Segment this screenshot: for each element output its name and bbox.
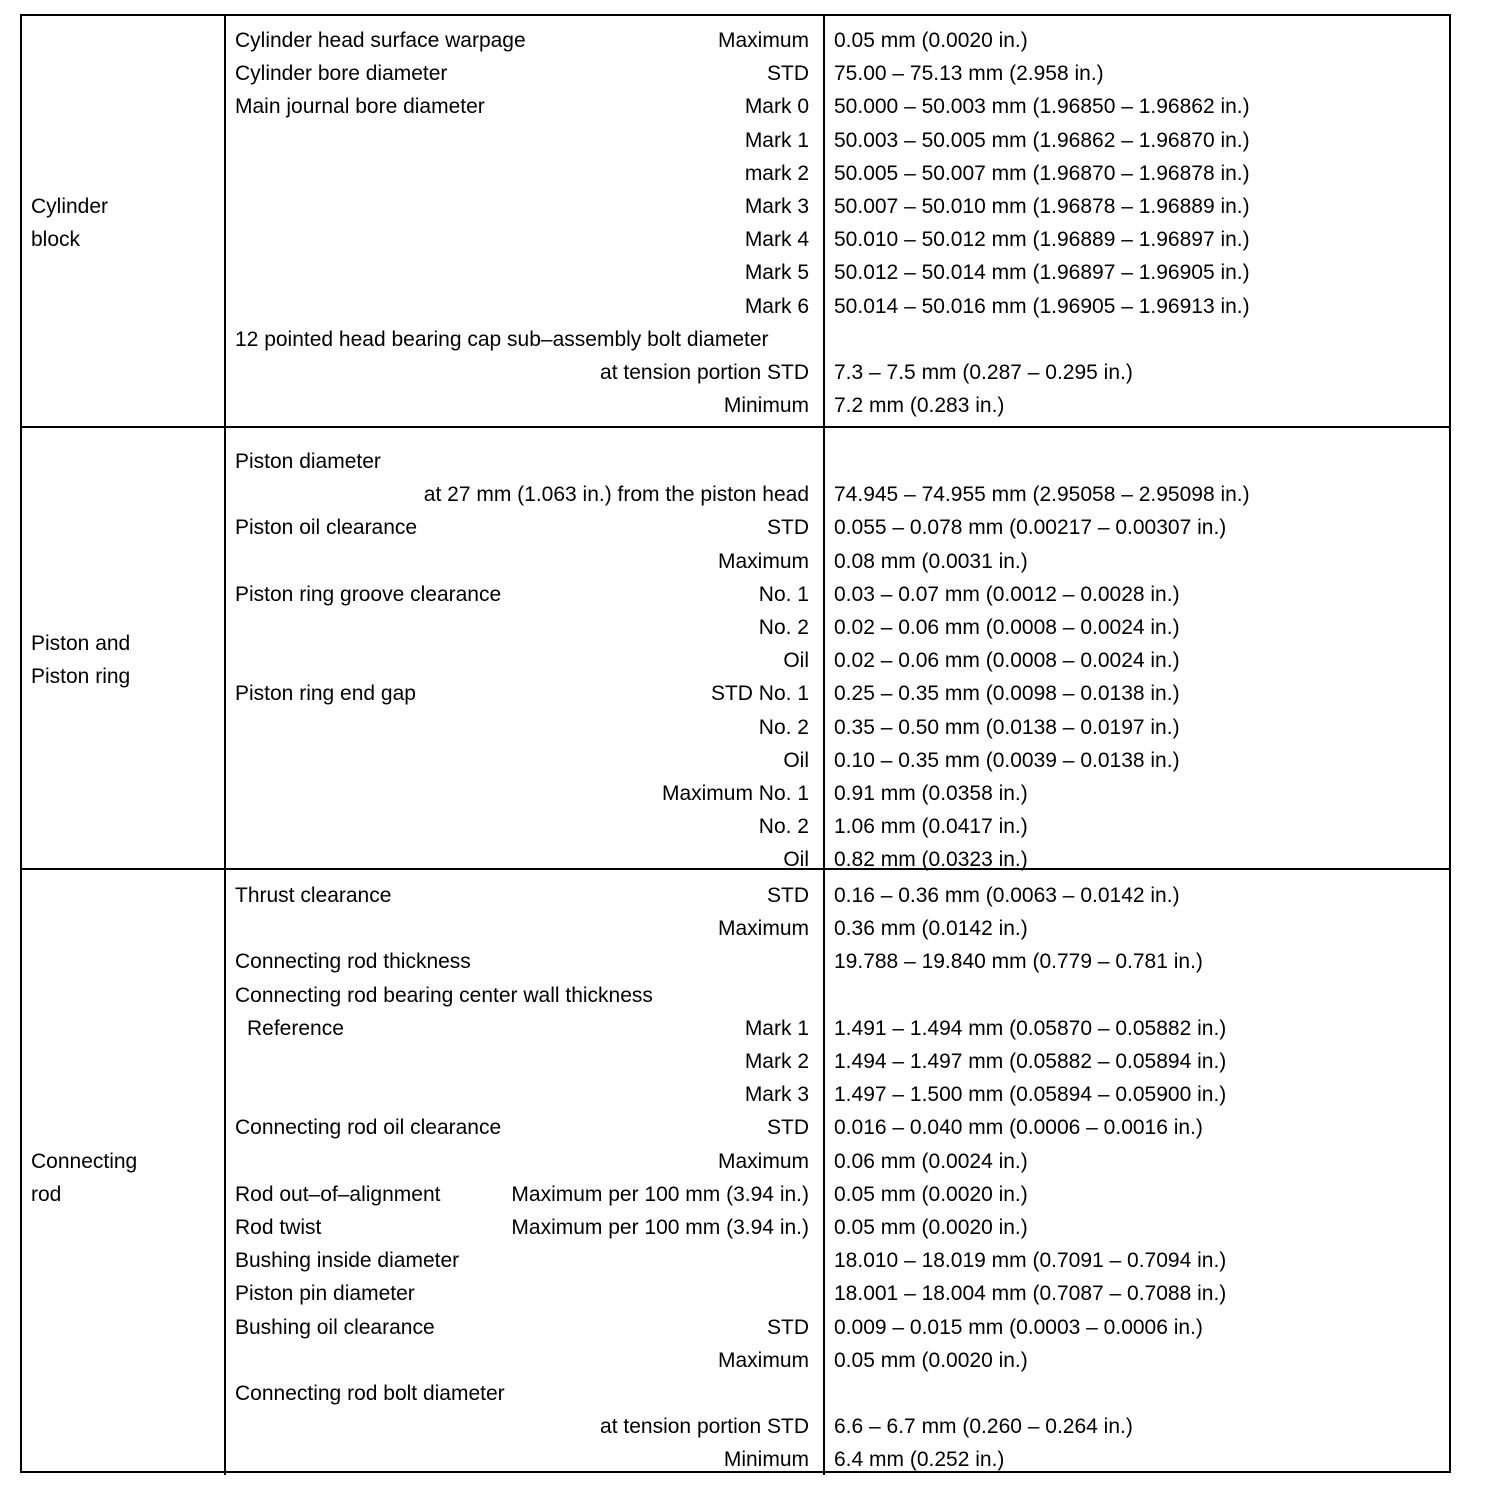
spec-value: 0.03 – 0.07 mm (0.0012 – 0.0028 in.) [834, 582, 1180, 606]
spec-row [22, 190, 1449, 223]
spec-value: 75.00 – 75.13 mm (2.958 in.) [834, 62, 1104, 86]
spec-item: Connecting rod thickness [235, 950, 471, 974]
spec-value: 50.005 – 50.007 mm (1.96870 – 1.96878 in.) [834, 161, 1250, 185]
spec-row [22, 1178, 1449, 1211]
spec-value: 0.06 mm (0.0024 in.) [834, 1149, 1028, 1173]
spec-row [22, 90, 1449, 123]
spec-qualifier: at 27 mm (1.063 in.) from the piston head [423, 483, 809, 507]
spec-qualifier: Mark 6 [744, 294, 809, 318]
spec-row [22, 777, 1449, 810]
spec-row [22, 124, 1449, 157]
spec-value: 18.001 – 18.004 mm (0.7087 – 0.7088 in.) [834, 1282, 1227, 1306]
spec-item: Thrust clearance [235, 884, 392, 907]
spec-value: 7.3 – 7.5 mm (0.287 – 0.295 in.) [834, 361, 1133, 384]
spec-value: 0.055 – 0.078 mm (0.00217 – 0.00307 in.) [834, 516, 1227, 540]
spec-value: 6.4 mm (0.252 in.) [834, 1448, 1005, 1472]
spec-row [22, 677, 1449, 710]
spec-row [22, 323, 1449, 356]
spec-item: Piston ring groove clearance [235, 582, 502, 606]
spec-row [22, 157, 1449, 190]
spec-row [22, 879, 1449, 912]
spec-row [22, 545, 1449, 578]
spec-qualifier: Minimum [723, 1448, 809, 1472]
spec-item: Connecting rod bolt diameter [235, 1382, 505, 1405]
spec-row [22, 1111, 1449, 1144]
spec-row [22, 1377, 1449, 1410]
spec-qualifier: STD [767, 516, 809, 540]
spec-row [22, 1078, 1449, 1111]
section-label: Piston and Piston ring [31, 632, 131, 688]
spec-value: 0.05 mm (0.0020 in.) [834, 1216, 1028, 1239]
spec-item: Bushing inside diameter [235, 1249, 460, 1273]
spec-value: 0.02 – 0.06 mm (0.0008 – 0.0024 in.) [834, 649, 1180, 673]
spec-item: 12 pointed head bearing cap sub–assembly bolt diameter [235, 327, 769, 351]
spec-qualifier: Maximum per 100 mm (3.94 in.) [511, 1216, 809, 1239]
spec-qualifier: Mark 1 [744, 128, 809, 152]
spec-row [22, 945, 1449, 978]
spec-row [22, 478, 1449, 511]
spec-value: 50.000 – 50.003 mm (1.96850 – 1.96862 in.) [834, 95, 1250, 119]
section-label: Cylinder block [31, 195, 109, 251]
spec-item: Bushing oil clearance [235, 1315, 435, 1339]
spec-qualifier: STD [767, 62, 809, 86]
spec-qualifier: Oil [783, 848, 809, 872]
spec-row [22, 1277, 1449, 1310]
spec-qualifier: STD [767, 1315, 809, 1339]
spec-value: 50.012 – 50.014 mm (1.96897 – 1.96905 in.) [834, 261, 1250, 285]
spec-item: Piston pin diameter [235, 1282, 415, 1306]
spec-item: Connecting rod oil clearance [235, 1116, 502, 1140]
spec-row [22, 290, 1449, 323]
spec-item: Piston oil clearance [235, 516, 418, 540]
spec-qualifier: No. 1 [758, 582, 809, 606]
spec-qualifier: STD No. 1 [710, 682, 809, 706]
spec-qualifier: mark 2 [744, 161, 809, 185]
spec-qualifier: Maximum [717, 1149, 809, 1173]
spec-value: 0.35 – 0.50 mm (0.0138 – 0.0197 in.) [834, 715, 1180, 739]
spec-value: 0.05 mm (0.0020 in.) [834, 1348, 1028, 1372]
spec-row [22, 810, 1449, 843]
spec-value: 0.16 – 0.36 mm (0.0063 – 0.0142 in.) [834, 884, 1180, 907]
spec-value: 0.25 – 0.35 mm (0.0098 – 0.0138 in.) [834, 682, 1180, 706]
spec-qualifier: Mark 3 [744, 1083, 809, 1107]
spec-row [22, 711, 1449, 744]
spec-row [22, 24, 1449, 57]
spec-value: 0.009 – 0.015 mm (0.0003 – 0.0006 in.) [834, 1315, 1203, 1339]
spec-qualifier: Maximum [717, 29, 809, 52]
spec-row [22, 256, 1449, 289]
spec-item: Connecting rod bearing center wall thickness [235, 983, 653, 1007]
spec-item: Cylinder bore diameter [235, 62, 448, 86]
spec-qualifier: STD [767, 884, 809, 907]
spec-value: 0.08 mm (0.0031 in.) [834, 549, 1028, 573]
spec-value: 1.497 – 1.500 mm (0.05894 – 0.05900 in.) [834, 1083, 1227, 1107]
spec-qualifier: No. 2 [758, 715, 809, 739]
spec-value: 50.010 – 50.012 mm (1.96889 – 1.96897 in.) [834, 228, 1250, 252]
spec-qualifier: Mark 0 [744, 95, 809, 119]
section-0 [22, 16, 1449, 426]
spec-row [22, 979, 1449, 1012]
spec-value: 0.016 – 0.040 mm (0.0006 – 0.0016 in.) [834, 1116, 1203, 1140]
spec-row [22, 611, 1449, 644]
spec-row [22, 1211, 1449, 1244]
spec-row [22, 511, 1449, 544]
spec-value: 0.05 mm (0.0020 in.) [834, 29, 1028, 52]
section-2 [22, 868, 1449, 1475]
spec-value: 6.6 – 6.7 mm (0.260 – 0.264 in.) [834, 1415, 1133, 1439]
spec-value: 0.36 mm (0.0142 in.) [834, 917, 1028, 941]
spec-item: Piston ring end gap [235, 682, 416, 706]
spec-table [20, 14, 1451, 1473]
spec-item: Piston diameter [235, 450, 381, 473]
spec-value: 50.003 – 50.005 mm (1.96862 – 1.96870 in.) [834, 128, 1250, 152]
spec-qualifier: Mark 4 [744, 228, 809, 252]
spec-value: 19.788 – 19.840 mm (0.779 – 0.781 in.) [834, 950, 1203, 974]
spec-item: Rod twist [235, 1216, 322, 1239]
spec-row [22, 356, 1449, 389]
spec-value: 0.05 mm (0.0020 in.) [834, 1182, 1028, 1206]
spec-qualifier: No. 2 [758, 616, 809, 639]
spec-value: 1.494 – 1.497 mm (0.05882 – 0.05894 in.) [834, 1050, 1227, 1073]
spec-value: 0.02 – 0.06 mm (0.0008 – 0.0024 in.) [834, 616, 1180, 639]
spec-value: 1.06 mm (0.0417 in.) [834, 815, 1028, 839]
spec-value: 18.010 – 18.019 mm (0.7091 – 0.7094 in.) [834, 1249, 1227, 1273]
spec-qualifier: No. 2 [758, 815, 809, 839]
spec-row [22, 1145, 1449, 1178]
spec-row [22, 1244, 1449, 1277]
spec-row [22, 57, 1449, 90]
spec-qualifier: Minimum [723, 394, 809, 418]
spec-item: Cylinder head surface warpage [235, 29, 526, 52]
spec-value: 50.007 – 50.010 mm (1.96878 – 1.96889 in.) [834, 195, 1250, 218]
spec-qualifier: Maximum [717, 549, 809, 573]
spec-qualifier: Mark 5 [744, 261, 809, 285]
spec-row [22, 744, 1449, 777]
spec-qualifier: Maximum No. 1 [661, 782, 809, 805]
spec-value: 1.491 – 1.494 mm (0.05870 – 0.05882 in.) [834, 1016, 1227, 1040]
spec-value: 50.014 – 50.016 mm (1.96905 – 1.96913 in.) [834, 294, 1250, 318]
spec-row [22, 445, 1449, 478]
spec-value: 7.2 mm (0.283 in.) [834, 394, 1005, 418]
section-1 [22, 426, 1449, 872]
spec-qualifier: Maximum per 100 mm (3.94 in.) [511, 1182, 809, 1206]
spec-qualifier: at tension portion STD [600, 1415, 809, 1439]
spec-value: 0.82 mm (0.0323 in.) [834, 848, 1028, 872]
spec-qualifier: Oil [783, 649, 809, 673]
spec-qualifier: STD [767, 1116, 809, 1140]
spec-row [22, 389, 1449, 422]
spec-row [22, 1311, 1449, 1344]
spec-row [22, 1410, 1449, 1443]
spec-value: 74.945 – 74.955 mm (2.95058 – 2.95098 in.) [834, 483, 1250, 507]
spec-row [22, 1045, 1449, 1078]
spec-qualifier: Maximum [717, 1348, 809, 1372]
spec-item: Reference [247, 1016, 344, 1040]
spec-row [22, 1344, 1449, 1377]
spec-qualifier: Mark 3 [744, 195, 809, 218]
spec-item: Main journal bore diameter [235, 95, 485, 119]
spec-row [22, 1443, 1449, 1476]
spec-row [22, 223, 1449, 256]
spec-row [22, 912, 1449, 945]
spec-qualifier: Mark 1 [744, 1016, 809, 1040]
spec-item: Rod out–of–alignment [235, 1182, 441, 1206]
spec-value: 0.10 – 0.35 mm (0.0039 – 0.0138 in.) [834, 748, 1180, 772]
spec-row [22, 578, 1449, 611]
section-label: Connecting rod [31, 1150, 138, 1206]
spec-value: 0.91 mm (0.0358 in.) [834, 782, 1028, 805]
spec-row [22, 1012, 1449, 1045]
spec-row [22, 644, 1449, 677]
spec-qualifier: Oil [783, 748, 809, 772]
spec-qualifier: Maximum [717, 917, 809, 941]
spec-qualifier: Mark 2 [744, 1050, 809, 1073]
spec-qualifier: at tension portion STD [600, 361, 809, 384]
